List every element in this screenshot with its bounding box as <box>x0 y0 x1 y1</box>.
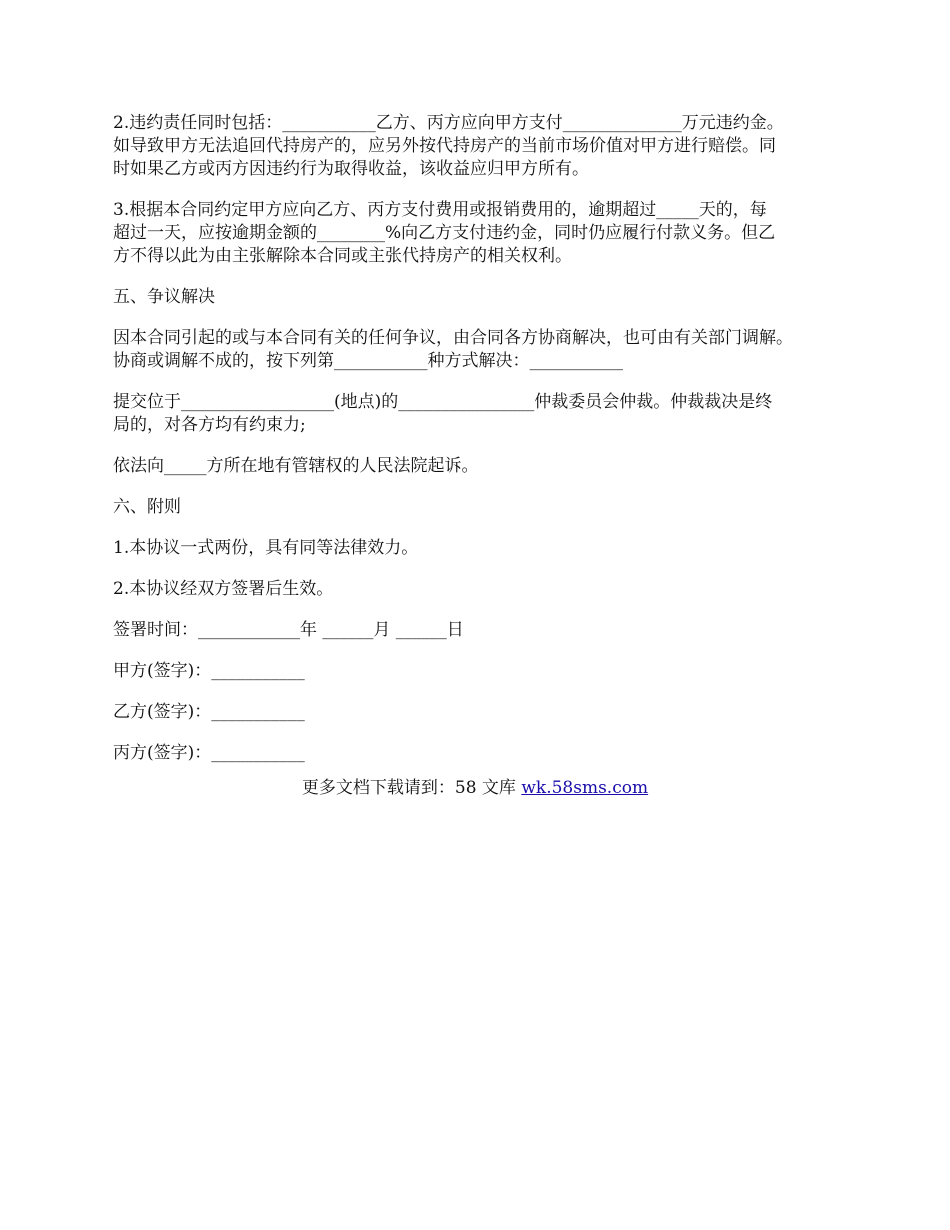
dispute-arbitration <box>113 391 870 437</box>
text-line: 2.违约责任同时包括：___________乙方、丙方应向甲方支付______________万元违约金。 <box>113 113 784 133</box>
text-line: 提交位于__________________(地点)的________________仲裁委员会仲裁。仲裁裁决是终 <box>113 392 773 412</box>
footer-link[interactable]: wk.58sms.com <box>521 778 649 798</box>
party-c-signature: 丙方(签字)：___________ <box>113 743 305 763</box>
party-b-signature: 乙方(签字)：___________ <box>113 702 305 722</box>
appendix-item: 1.本协议一式两份，具有同等法律效力。 <box>113 538 419 558</box>
text-line: 方不得以此为由主张解除本合同或主张代持房产的相关权利。 <box>113 246 572 266</box>
footer-text: 更多文档下载请到：58 文库 <box>301 778 522 798</box>
dispute-intro <box>113 327 870 373</box>
section-heading-appendix: 六、附则 <box>113 497 181 517</box>
text-line: 因本合同引起的或与本合同有关的任何争议，由合同各方协商解决，也可由有关部门调解。 <box>113 328 793 348</box>
party-a-signature: 甲方(签字)：___________ <box>113 661 305 681</box>
clause-penalty <box>113 112 870 181</box>
section-heading-dispute: 五、争议解决 <box>113 287 215 307</box>
text-line: 局的，对各方均有约束力; <box>113 415 306 435</box>
text-line: 时如果乙方或丙方因违约行为取得收益，该收益应归甲方所有。 <box>113 159 589 179</box>
text-line: 3.根据本合同约定甲方应向乙方、丙方支付费用或报销费用的，逾期超过_____天的，每 <box>113 200 767 220</box>
text-line: 协商或调解不成的，按下列第___________种方式解决：___________ <box>113 351 623 371</box>
dispute-litigation: 依法向_____方所在地有管辖权的人民法院起诉。 <box>113 456 479 476</box>
appendix-item: 2.本协议经双方签署后生效。 <box>113 579 334 599</box>
clause-late-payment <box>113 199 870 268</box>
download-footer <box>0 777 950 800</box>
signing-date: 签署时间：____________年 ______月 ______日 <box>113 620 464 640</box>
text-line: 如导致甲方无法追回代持房产的，应另外按代持房产的当前市场价值对甲方进行赔偿。同 <box>113 136 776 156</box>
text-line: 超过一天，应按逾期金额的________%向乙方支付违约金，同时仍应履行付款义务。但乙 <box>113 223 776 243</box>
